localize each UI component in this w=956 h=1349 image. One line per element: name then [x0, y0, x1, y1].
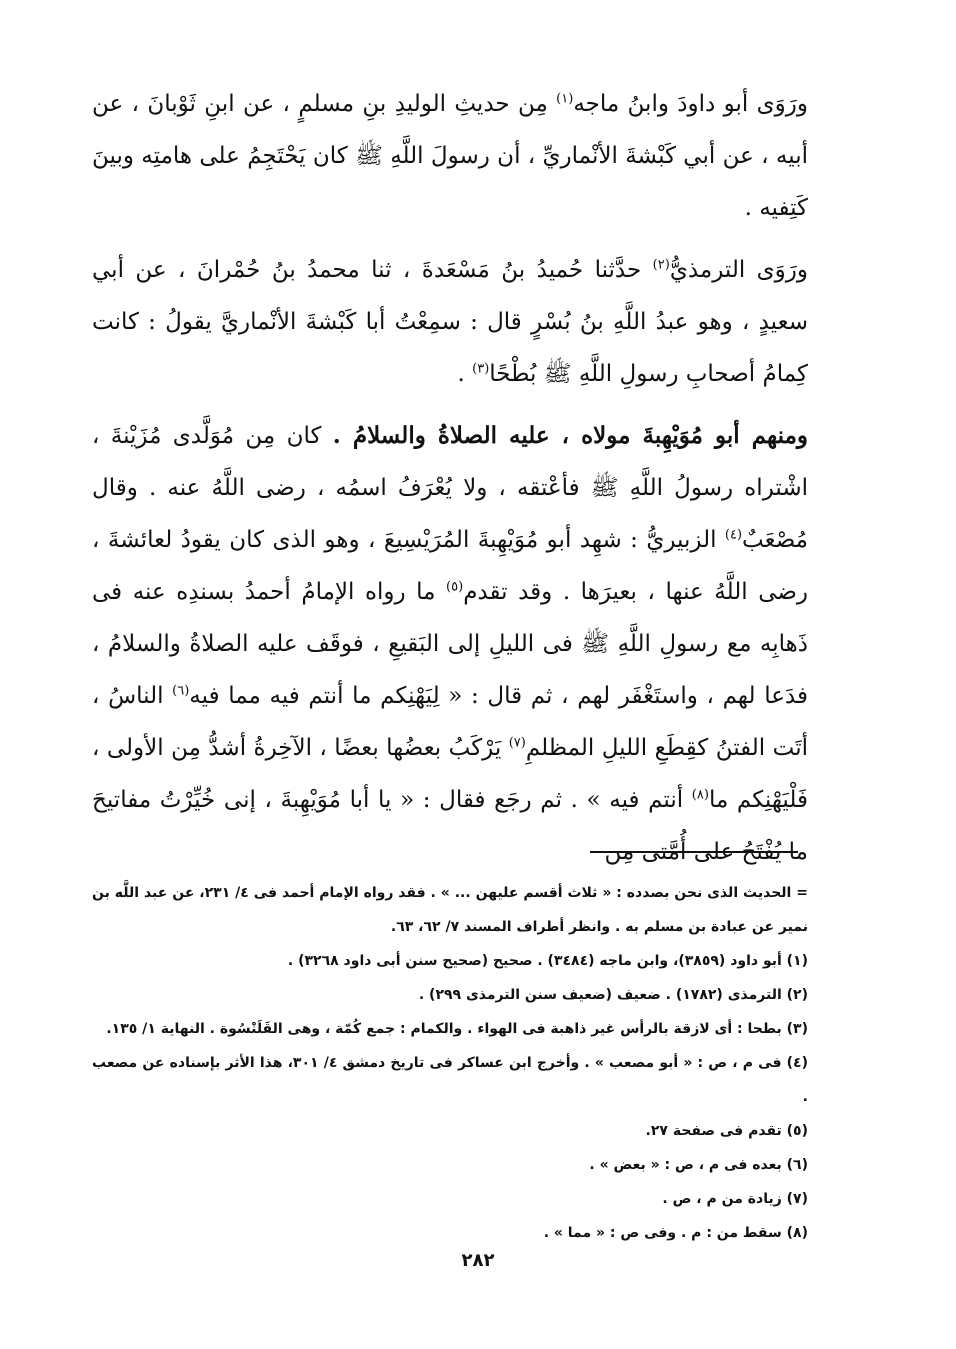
- footnote-ref: (٥): [446, 579, 464, 595]
- paragraph: [92, 410, 808, 878]
- main-text: [92, 78, 808, 888]
- footnote: = الحديث الذى نحن بصدده : « ثلاث أقسم عليهن ... » . فقد رواه الإمام أحمد فى ٤/ ٢٣١، عن عبد اللَّه بن نمير عن عبادة بن مسلم به . وانظر أطراف المسند ٧/ ٦٢، ٦٣.: [92, 885, 808, 935]
- footnote: (٣) بطحا : أى لازقة بالرأس غير ذاهبة فى الهواء . والكمام : جمع كُمّة ، وهى القَلَنْسُوة . النهاية ١/ ١٣٥.: [106, 1021, 808, 1037]
- footnote: (٨) سقط من : م . وفى ص : « مما » .: [543, 1225, 808, 1241]
- footnote: (٦) بعده فى م ، ص : « بعض » .: [589, 1157, 808, 1173]
- footnote: (٢) الترمذى (١٧٨٢) . ضعيف (ضعيف سنن الترمذى ٢٩٩) .: [418, 987, 808, 1003]
- paragraph: [92, 244, 808, 400]
- paragraph-text: .: [457, 361, 473, 387]
- footnote-ref: (٢): [652, 257, 670, 273]
- paragraph-text: مِن حديثِ الوليدِ بنِ مسلمٍ ، عن ابنِ ثَوْبانَ ، عن أبيه ، عن أبي كَبْشةَ الأنْماريِّ ، أن رسولَ اللَّهِ ﷺ كان يَحْتَجِمُ على هامتِه وبينَ كَتِفيه .: [92, 91, 808, 221]
- paragraph-text: الناسُ ، أتَت الفتنُ كقِطَعِ الليلِ المظلمِ: [92, 683, 808, 761]
- footnotes: [92, 876, 808, 1250]
- page-number: ٢٨٢: [461, 1250, 495, 1271]
- paragraph-text: كان مِن مُوَلَّدى مُزَيْنةَ ، اشْتراه رسولُ اللَّهِ ﷺ فأعْتقه ، ولا يُعْرَفُ اسمُه ، رضى اللَّهُ عنه . وقال مُصْعَبٌ: [92, 423, 808, 553]
- paragraph: [92, 78, 808, 234]
- footnote: (٧) زيادة من م ، ص .: [662, 1191, 808, 1207]
- footnote: (٥) تقدم فى صفحة ٢٧.: [645, 1123, 808, 1139]
- footnote-ref: (٧): [508, 735, 526, 751]
- paragraph-text: يَرْكَبُ بعضُها بعضًا ، الآخِرةُ أشدُّ مِن الأولى ، فَلْيَهْنِكم ما: [92, 735, 808, 813]
- paragraph-text: ورَوَى أبو داودَ وابنُ ماجه: [573, 91, 808, 117]
- footnote-ref: (٣): [472, 361, 490, 377]
- footnote-ref: (٨): [691, 787, 709, 803]
- paragraph-text: ما رواه الإمامُ أحمدُ بسندِه عنه فى ذَهابِه مع رسولِ اللَّهِ ﷺ فى الليلِ إلى البَقيعِ ، فوقَف عليه الصلاةُ والسلامُ ، فدَعا لهم ، واستَغْفَر لهم ، ثم قال : « لِيَهْنِكم ما أنتم فيه مما فيه: [92, 579, 808, 709]
- footnote: (٤) فى م ، ص : « أبو مصعب » . وأخرج ابن عساكر فى تاريخ دمشق ٤/ ٣٠١، هذا الأثر بإسناده عن مصعب .: [92, 1055, 808, 1105]
- paragraph-text: أنتم فيه » . ثم رجَع فقال : « يا أبا مُوَيْهِبةَ ، إنى خُيِّرْتُ مفاتيحَ ما يُفْتَحُ على أُمَّتى مِن: [92, 787, 808, 865]
- paragraph-text: ورَوَى الترمذيُّ: [669, 257, 808, 283]
- footnote-ref: (٦): [172, 683, 190, 699]
- paragraph-text: الزبيريُّ : شهِد أبو مُوَيْهِبةَ المُرَيْسِيعَ ، وهو الذى كان يقودُ لعائشةَ ، رضى اللَّهُ عنها ، بعيرَها . وقد تقدم: [92, 527, 808, 605]
- section-heading: ومنهم أبو مُوَيْهِبةَ مولاه ، عليه الصلاةُ والسلامُ .: [332, 422, 809, 449]
- footnote-ref: (٤): [724, 527, 743, 543]
- footnote-divider: [590, 851, 798, 853]
- footnote: (١) أبو داود (٣٨٥٩)، وابن ماجه (٣٤٨٤) . صحيح (صحيح سنن أبى داود ٣٢٦٨) .: [287, 953, 808, 969]
- paragraph-text: حدَّثنا حُميدُ بنُ مَسْعَدةَ ، ثنا محمدُ بنُ حُمْرانَ ، عن أبي سعيدٍ ، وهو عبدُ اللَّهِ بنُ بُسْرٍ قال : سمِعْتُ أبا كَبْشةَ الأنْماريَّ يقولُ : كانت كِمامُ أصحابِ رسولِ اللَّهِ ﷺ بُطْحًا: [92, 257, 808, 387]
- footnote-ref: (١): [556, 91, 574, 107]
